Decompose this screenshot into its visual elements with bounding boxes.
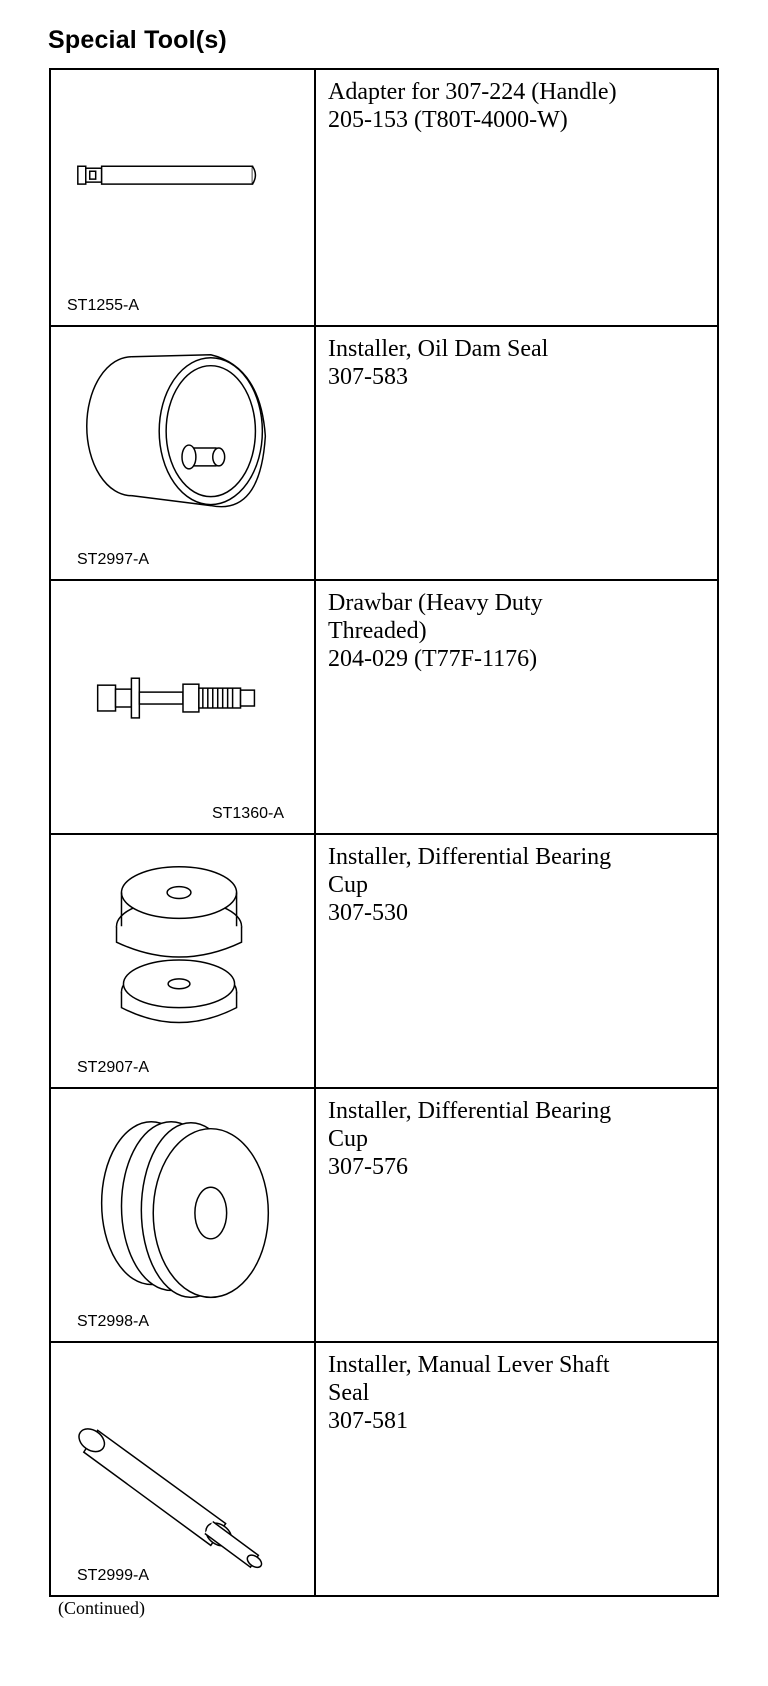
tool-code: ST2997-A [77,551,150,568]
tool-number: 307-581 [328,1408,408,1434]
tool-description [315,580,718,834]
tool-illustration-cell [50,834,315,1088]
tool-number: 204-029 (T77F-1176) [328,646,538,672]
tool-description [315,834,718,1088]
tool-illustration-cell [50,326,315,580]
tool-illustration-cell [50,69,315,326]
tool-name: Adapter for 307-224 (Handle) [328,79,617,105]
tool-illustration-cell [50,1342,315,1596]
drawbar-illustration [51,581,314,833]
tool-number: 307-583 [328,364,408,390]
special-tools-table [49,68,719,1597]
lever-shaft-seal-installer-illustration [51,1343,314,1595]
table-row [50,580,718,834]
bearing-cup-installer-illustration [51,1089,314,1341]
tool-code: ST2907-A [77,1059,150,1076]
oil-dam-seal-installer-illustration [51,327,314,579]
tool-name: Installer, Manual Lever Shaft [328,1352,610,1378]
tool-code: ST1255-A [67,297,140,314]
tool-description [315,69,718,326]
tool-code: ST2999-A [77,1567,150,1584]
tool-name-cont: Cup [328,872,369,898]
section-heading: Special Tool(s) [48,26,227,54]
table-row [50,1342,718,1596]
tool-name-cont: Seal [328,1380,370,1406]
tool-name-cont: Cup [328,1126,369,1152]
tool-name: Installer, Differential Bearing [328,1098,612,1124]
continued-note: (Continued) [58,1598,145,1618]
tool-illustration-cell [50,1088,315,1342]
tool-description [315,326,718,580]
tool-number: 307-576 [328,1154,408,1180]
table-row [50,326,718,580]
bearing-cup-installer-pair-illustration [51,835,314,1087]
tool-number: 307-530 [328,900,408,926]
table-row [50,834,718,1088]
table-row [50,1088,718,1342]
tool-code: ST1360-A [211,805,284,822]
tool-name-cont: Threaded) [328,618,427,644]
tool-description [315,1088,718,1342]
tool-code: ST2998-A [77,1313,150,1330]
handle-adapter-illustration [51,70,314,325]
table-row [50,69,718,326]
tool-name: Installer, Oil Dam Seal [328,336,549,362]
tool-name: Drawbar (Heavy Duty [328,590,543,616]
tool-name: Installer, Differential Bearing [328,844,612,870]
tool-illustration-cell [50,580,315,834]
tool-number: 205-153 (T80T-4000-W) [328,107,568,133]
tool-description [315,1342,718,1596]
